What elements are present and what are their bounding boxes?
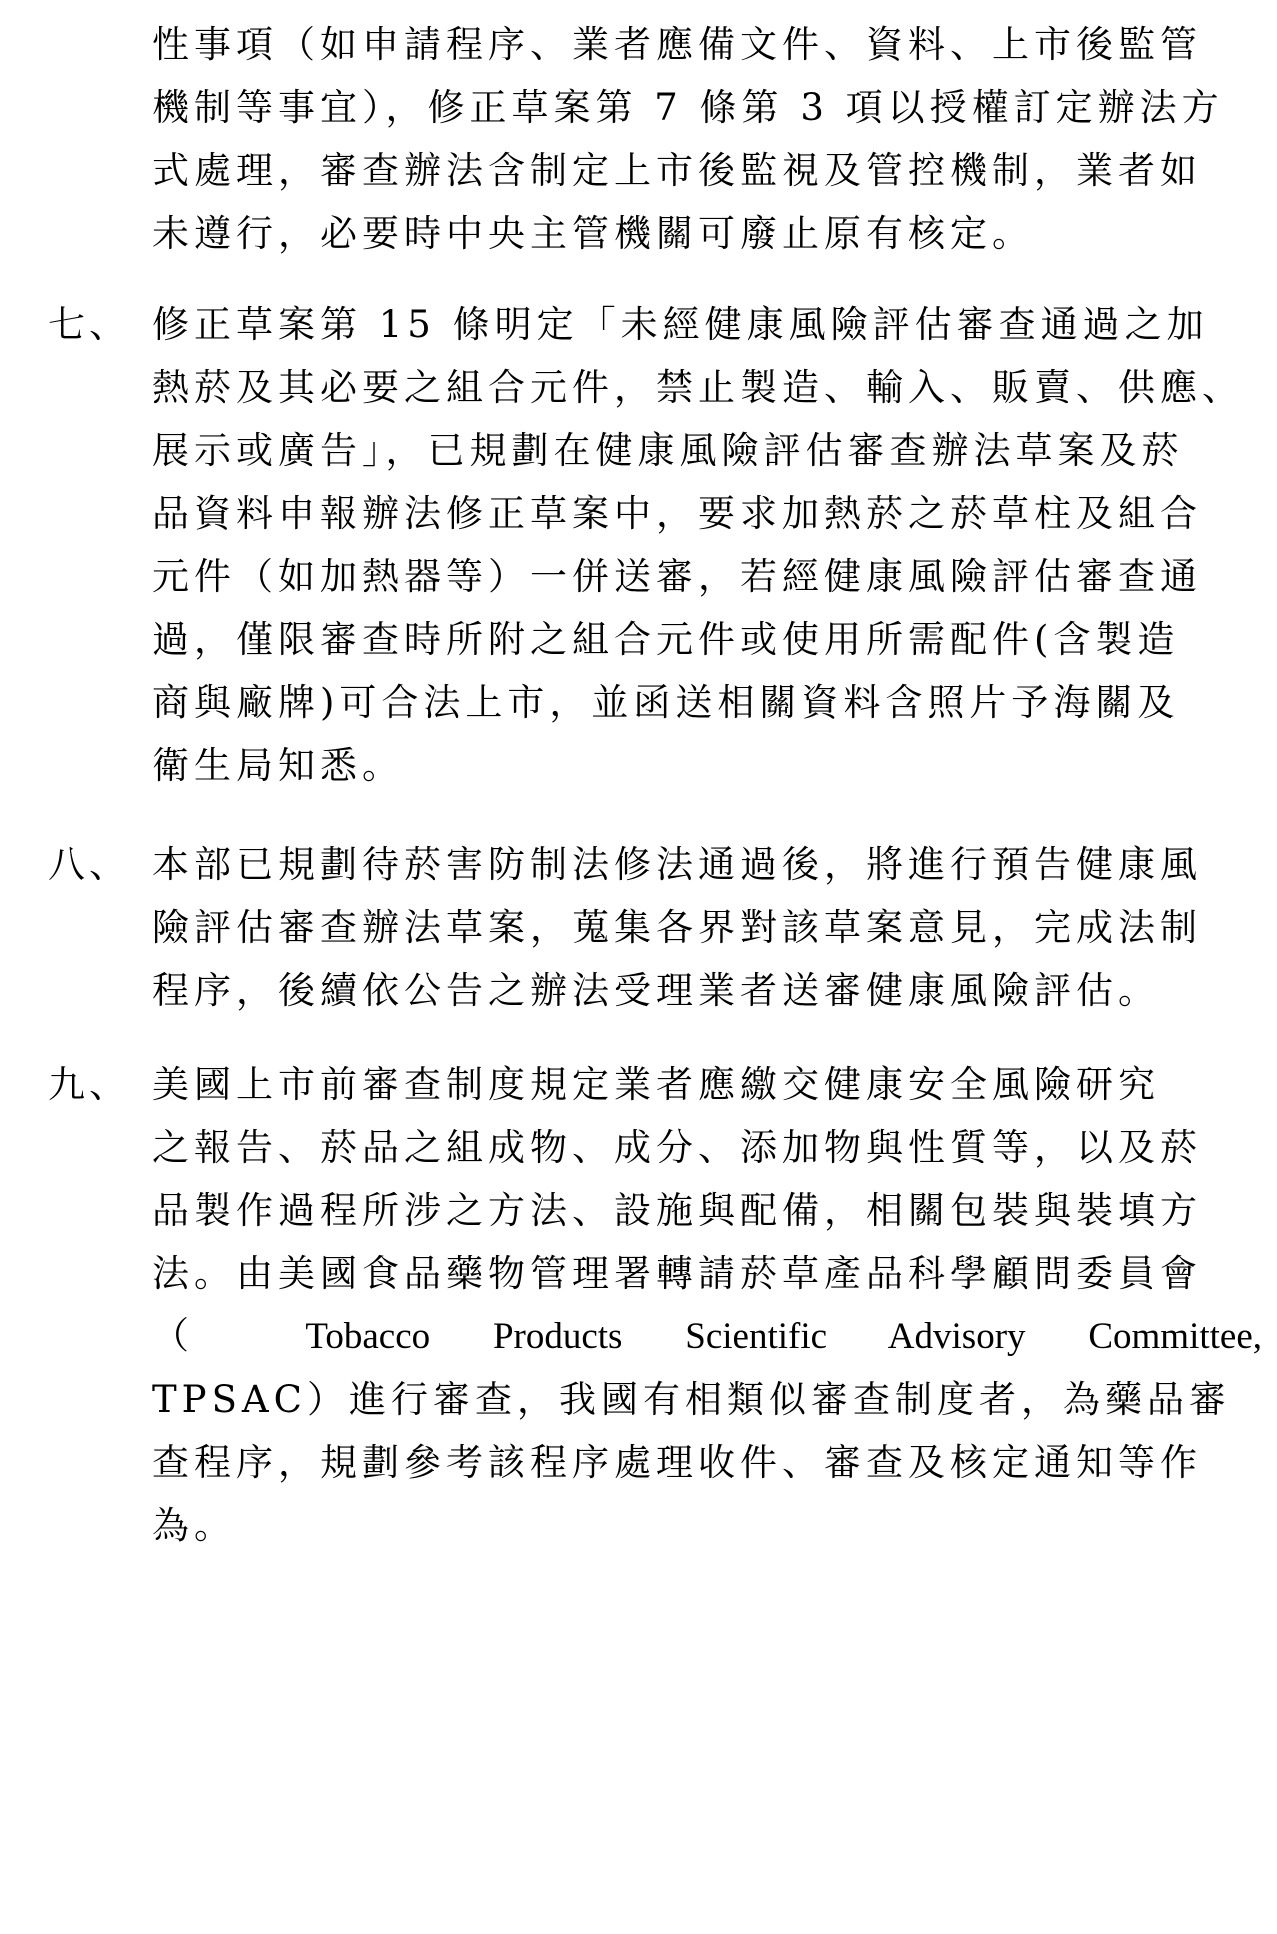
paragraph-line: 未遵行，必要時中央主管機關可廢止原有核定。: [152, 212, 1034, 255]
item-marker-9: 九、: [48, 1063, 130, 1106]
paragraph-line: TPSAC）進行審查，我國有相類似審查制度者，為藥品審: [152, 1378, 1231, 1421]
paragraph-line: 元件（如加熱器等）一併送審，若經健康風險評估審查通: [152, 555, 1202, 598]
paragraph-line: 品資料申報辦法修正草案中，要求加熱菸之菸草柱及組合: [152, 492, 1202, 535]
paragraph-line: 衛生局知悉。: [152, 744, 404, 787]
paragraph-line: 性事項（如申請程序、業者應備文件、資料、上市後監管: [152, 23, 1202, 66]
paragraph-line: （ Tobacco Products Scientific Advisory Committee,: [152, 1316, 1262, 1357]
paragraph-line: 險評估審查辦法草案，蒐集各界對該草案意見，完成法制: [152, 906, 1202, 949]
paragraph-line: 程序，後續依公告之辦法受理業者送審健康風險評估。: [152, 969, 1160, 1012]
paragraph-line: 美國上市前審查制度規定業者應繳交健康安全風險研究: [152, 1063, 1160, 1106]
item-marker-8: 八、: [48, 843, 130, 886]
paragraph-line: 法。由美國食品藥物管理署轉請菸草產品科學顧問委員會: [152, 1252, 1202, 1295]
paragraph-line: 查程序，規劃參考該程序處理收件、審查及核定通知等作: [152, 1441, 1202, 1484]
paragraph-line: 機制等事宜），修正草案第 7 條第 3 項以授權訂定辦法方: [152, 86, 1224, 129]
paragraph-line: 本部已規劃待菸害防制法修法通過後，將進行預告健康風: [152, 843, 1202, 886]
paragraph-line: 式處理，審查辦法含制定上市後監視及管控機制，業者如: [152, 149, 1202, 192]
paragraph-line: 之報告、菸品之組成物、成分、添加物與性質等，以及菸: [152, 1126, 1202, 1169]
paragraph-line: 修正草案第 15 條明定「未經健康風險評估審查通過之加: [152, 303, 1209, 346]
paragraph-line: 熱菸及其必要之組合元件，禁止製造、輸入、販賣、供應、: [152, 366, 1244, 409]
paragraph-line: 品製作過程所涉之方法、設施與配備，相關包裝與裝填方: [152, 1189, 1202, 1232]
paragraph-line: 商與廠牌)可合法上市，並函送相關資料含照片予海關及: [152, 681, 1180, 724]
item-marker-7: 七、: [48, 303, 130, 346]
paragraph-line: 展示或廣告」，已規劃在健康風險評估審查辦法草案及菸: [152, 429, 1184, 472]
paragraph-line: 為。: [152, 1504, 236, 1547]
paragraph-line: 過，僅限審查時所附之組合元件或使用所需配件(含製造: [152, 618, 1180, 661]
